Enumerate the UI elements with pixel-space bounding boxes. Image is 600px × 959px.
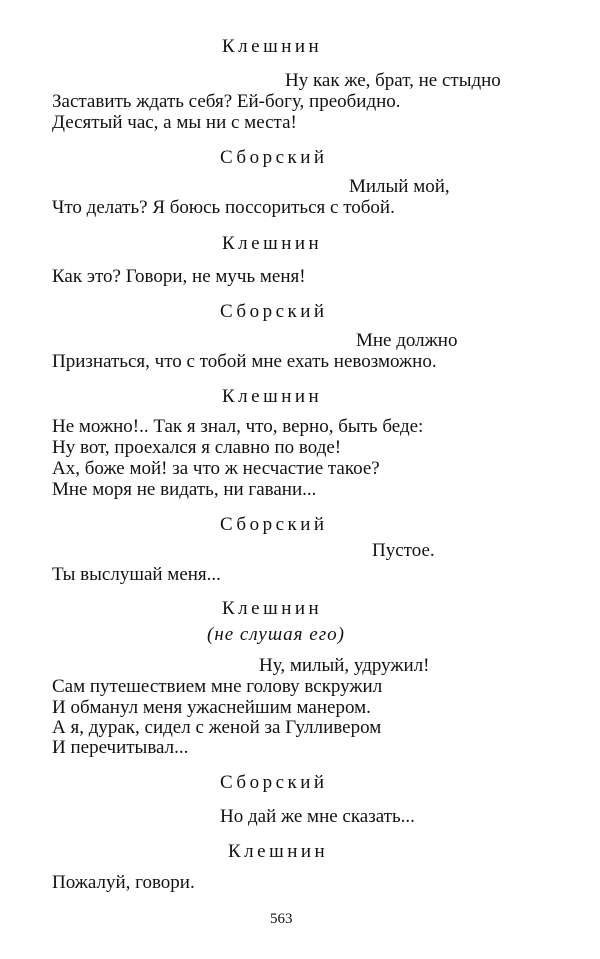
speaker-name: Сборский [220, 514, 328, 535]
verse-line: Ну как же, брат, не стыдно [285, 70, 501, 91]
verse-line: Сам путешествием мне голову вскружил [52, 676, 383, 697]
verse-line: Ты выслушай меня... [52, 564, 221, 585]
verse-line: Милый мой, [349, 176, 450, 197]
stage-direction: (не слушая его) [207, 624, 345, 645]
verse-line: Что делать? Я боюсь поссориться с тобой. [52, 197, 395, 218]
verse-line: Ну, милый, удружил! [259, 655, 430, 676]
verse-line: А я, дурак, сидел с женой за Гулливером [52, 717, 382, 738]
verse-line: Мне должно [356, 330, 458, 351]
speaker-name: Клешнин [222, 598, 323, 619]
verse-line: Но дай же мне сказать... [220, 806, 415, 827]
speaker-name: Сборский [220, 772, 328, 793]
speaker-name: Клешнин [222, 233, 323, 254]
verse-line: Не можно!.. Так я знал, что, верно, быть беде: [52, 416, 424, 437]
verse-line: И обманул меня ужаснейшим манером. [52, 697, 371, 718]
verse-line: И перечитывал... [52, 737, 189, 758]
verse-line: Десятый час, а мы ни с места! [52, 112, 297, 133]
speaker-name: Клешнин [222, 36, 323, 57]
speaker-name: Клешнин [228, 841, 329, 862]
verse-line: Как это? Говори, не мучь меня! [52, 266, 306, 287]
verse-line: Пустое. [372, 540, 435, 561]
verse-line: Пожалуй, говори. [52, 872, 195, 893]
verse-line: Заставить ждать себя? Ей-богу, преобидно. [52, 91, 401, 112]
speaker-name: Сборский [220, 147, 328, 168]
verse-line: Ну вот, проехался я славно по воде! [52, 437, 342, 458]
verse-line: Признаться, что с тобой мне ехать невозможно. [52, 351, 437, 372]
speaker-name: Клешнин [222, 386, 323, 407]
page-number: 563 [270, 911, 293, 927]
verse-line: Мне моря не видать, ни гавани... [52, 479, 317, 500]
speaker-name: Сборский [220, 301, 328, 322]
verse-line: Ах, боже мой! за что ж несчастие такое? [52, 458, 380, 479]
